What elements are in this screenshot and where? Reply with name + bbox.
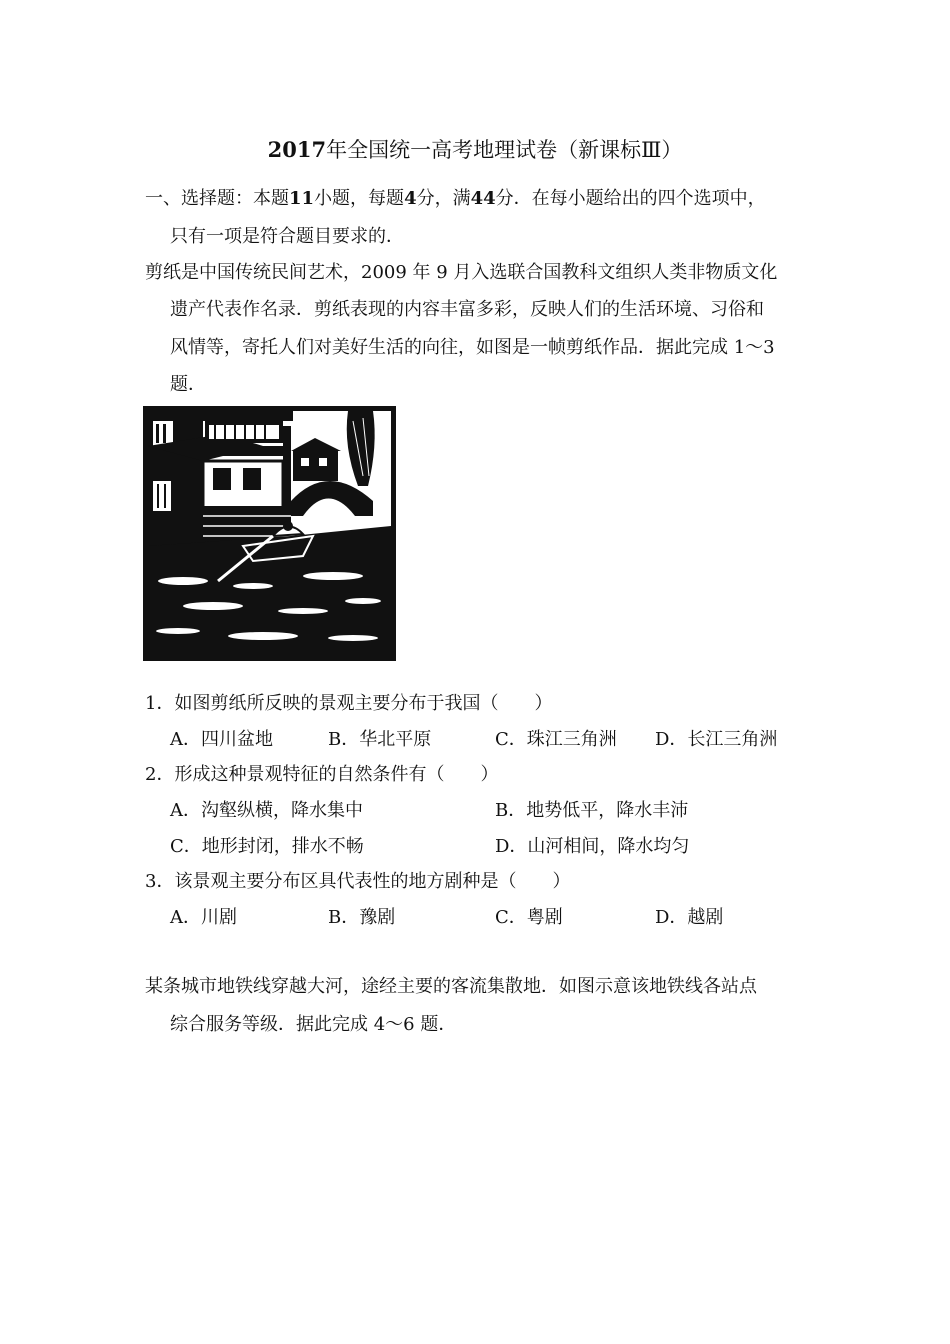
q2-option-b[interactable]: B．地势低平，降水丰沛 — [495, 800, 689, 821]
section-text: 一、选择题：本题 — [145, 188, 289, 209]
q3-option-a[interactable]: A．川剧 — [170, 907, 237, 928]
question-1-stem: 1．如图剪纸所反映的景观主要分布于我国（ ） — [145, 693, 553, 714]
points-total: 44 — [470, 188, 496, 209]
papercut-image — [143, 406, 396, 661]
q3-option-b[interactable]: B．豫剧 — [328, 907, 396, 928]
q3-option-d[interactable]: D．越剧 — [655, 907, 724, 928]
q1-option-a[interactable]: A．四川盆地 — [170, 729, 273, 750]
points-each: 4 — [404, 188, 417, 209]
question-2-stem: 2．形成这种景观特征的自然条件有（ ） — [145, 764, 499, 785]
q2-option-a[interactable]: A．沟壑纵横，降水集中 — [170, 800, 363, 821]
intro-paragraph-line: 遗产代表作名录．剪纸表现的内容丰富多彩，反映人们的生活环境、习俗和 — [170, 299, 764, 320]
question-count: 11 — [289, 188, 315, 209]
section-text: 分．在每小题给出的四个选项中， — [495, 188, 766, 209]
q1-option-d[interactable]: D．长江三角洲 — [655, 729, 778, 750]
title-text: 年全国统一高考地理试卷（新课标Ⅲ） — [326, 138, 683, 162]
section-instructions-line2: 只有一项是符合题目要求的． — [170, 226, 404, 247]
intro-paragraph-2-line: 某条城市地铁线穿越大河，途经主要的客流集散地．如图示意该地铁线各站点 — [145, 976, 757, 997]
q1-option-c[interactable]: C．珠江三角洲 — [495, 729, 617, 750]
intro-paragraph-line: 剪纸是中国传统民间艺术，2009 年 9 月入选联合国教科文组织人类非物质文化 — [145, 262, 778, 283]
intro-paragraph-line: 题． — [170, 374, 206, 395]
q2-option-c[interactable]: C．地形封闭，排水不畅 — [170, 836, 364, 857]
page-title — [0, 134, 950, 164]
title-year: 2017 — [267, 137, 327, 162]
section-text: 小题，每题 — [314, 188, 405, 209]
intro-paragraph-2-line: 综合服务等级．据此完成 4～6 题． — [170, 1014, 457, 1035]
q2-option-d[interactable]: D．山河相间，降水均匀 — [495, 836, 690, 857]
section-text: 分，满 — [416, 188, 471, 209]
q1-option-b[interactable]: B．华北平原 — [328, 729, 432, 750]
intro-paragraph-line: 风情等，寄托人们对美好生活的向往，如图是一帧剪纸作品．据此完成 1～3 — [170, 337, 775, 358]
question-3-stem: 3．该景观主要分布区具代表性的地方剧种是（ ） — [145, 871, 571, 892]
q3-option-c[interactable]: C．粤剧 — [495, 907, 563, 928]
section-instructions — [145, 186, 766, 212]
